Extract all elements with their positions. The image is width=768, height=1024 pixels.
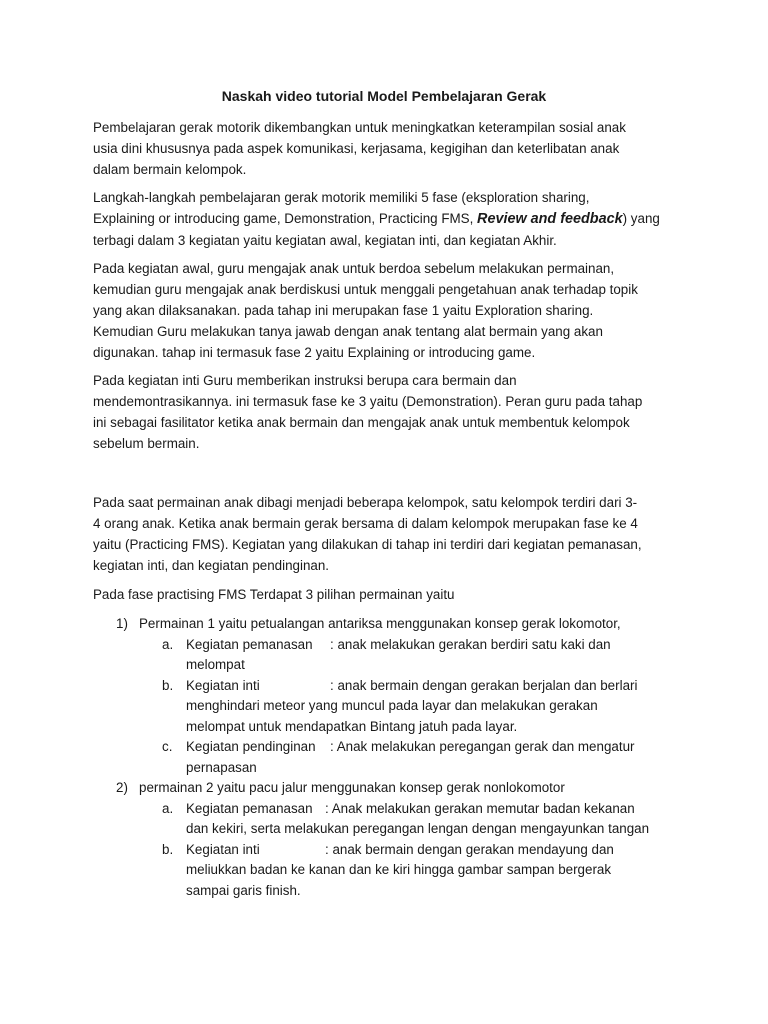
paragraph-intro [93,117,683,180]
sublist-continuation: sampai garis finish. [186,883,301,898]
text-line: Pembelajaran gerak motorik dikembangkan untuk meningkatkan keterampilan sosial anak [93,120,626,135]
text-line: Kemudian Guru melakukan tanya jawab dengan anak tentang alat bermain yang akan [93,324,603,339]
paragraph-kegiatan-inti [93,370,683,454]
sublist-description: : Anak melakukan gerakan memutar badan kekanan [325,801,635,816]
list-number: 1) [116,616,128,631]
text-line: Pada saat permainan anak dibagi menjadi beberapa kelompok, satu kelompok terdiri dari 3- [93,495,638,510]
sublist-label: Kegiatan pemanasan [186,801,313,816]
paragraph-kelompok [93,492,683,576]
sublist-description: : anak bermain dengan gerakan mendayung dan [325,842,614,857]
sublist-description: : anak bermain dengan gerakan berjalan dan berlari [330,678,638,693]
text-line [93,208,683,230]
text-line: terbagi dalam 3 kegiatan yaitu kegiatan awal, kegiatan inti, dan kegiatan Akhir. [93,233,557,248]
list-number: 2) [116,780,128,795]
text-line: digunakan. tahap ini termasuk fase 2 yaitu Explaining or introducing game. [93,345,536,360]
sublist-label: Kegiatan inti [186,678,260,693]
text-line: Pada kegiatan inti Guru memberikan instruksi berupa cara bermain dan [93,373,517,388]
paragraph-steps [93,187,683,251]
text-fragment: Explaining or introducing game, Demonstration, Practicing FMS, [93,211,478,226]
sublist-letter: b. [162,842,174,857]
text-line: usia dini khususnya pada aspek komunikasi, kerjasama, kegigihan dan keterlibatan anak [93,141,620,156]
paragraph-practising [93,584,683,605]
sublist-description: : Anak melakukan peregangan gerak dan mengatur [330,739,635,754]
sublist-label: Kegiatan pendinginan [186,739,316,754]
emphasis-text: Review and feedback [477,211,623,227]
text-line: Pada fase practising FMS Terdapat 3 pilihan permainan yaitu [93,587,455,602]
text-line: mendemontrasikannya. ini termasuk fase ke 3 yaitu (Demonstration). Peran guru pada tahap [93,394,643,409]
text-line: Pada kegiatan awal, guru mengajak anak untuk berdoa sebelum melakukan permainan, [93,261,615,276]
sublist-continuation: meliukkan badan ke kanan dan ke kiri hingga gambar sampan bergerak [186,862,612,877]
text-line: kegiatan inti, dan kegiatan pendinginan. [93,558,330,573]
text-fragment: ) yang [622,211,660,226]
sublist-continuation: melompat untuk mendapatkan Bintang jatuh pada layar. [186,719,518,734]
text-line: ini sebagai fasilitator ketika anak bermain dan mengajak anak untuk membentuk kelompok [93,415,630,430]
sublist-continuation: menghindari meteor yang muncul pada layar dan melakukan gerakan [186,698,598,713]
sublist-label: Kegiatan inti [186,842,260,857]
sublist-description: : anak melakukan gerakan berdiri satu kaki dan [330,637,611,652]
list-item-text: permainan 2 yaitu pacu jalur menggunakan konsep gerak nonlokomotor [139,780,565,795]
sublist-continuation: melompat [186,657,245,672]
sublist-label: Kegiatan pemanasan [186,637,313,652]
text-line: dalam bermain kelompok. [93,162,247,177]
text-line: yaitu (Practicing FMS). Kegiatan yang dilakukan di tahap ini terdiri dari kegiatan pemanasan, [93,537,642,552]
text-line: Langkah-langkah pembelajaran gerak motorik memiliki 5 fase (eksploration sharing, [93,190,590,205]
text-line: yang akan dilaksanakan. pada tahap ini merupakan fase 1 yaitu Exploration sharing. [93,303,594,318]
sublist-letter: c. [162,739,173,754]
sublist-continuation: dan kekiri, serta melakukan peregangan lengan dengan mengayunkan tangan [186,821,650,836]
list-item-text: Permainan 1 yaitu petualangan antariksa menggunakan konsep gerak lokomotor, [139,616,621,631]
text-line: 4 orang anak. Ketika anak bermain gerak bersama di dalam kelompok merupakan fase ke 4 [93,516,638,531]
paragraph-kegiatan-awal [93,258,683,363]
sublist-letter: a. [162,801,174,816]
document-title: Naskah video tutorial Model Pembelajaran Gerak [221,88,547,104]
sublist-letter: b. [162,678,174,693]
sublist-letter: a. [162,637,174,652]
text-line: kemudian guru mengajak anak berdiskusi untuk menggali pengetahuan anak terhadap topik [93,282,638,297]
text-line: sebelum bermain. [93,436,200,451]
sublist-continuation: pernapasan [186,760,257,775]
